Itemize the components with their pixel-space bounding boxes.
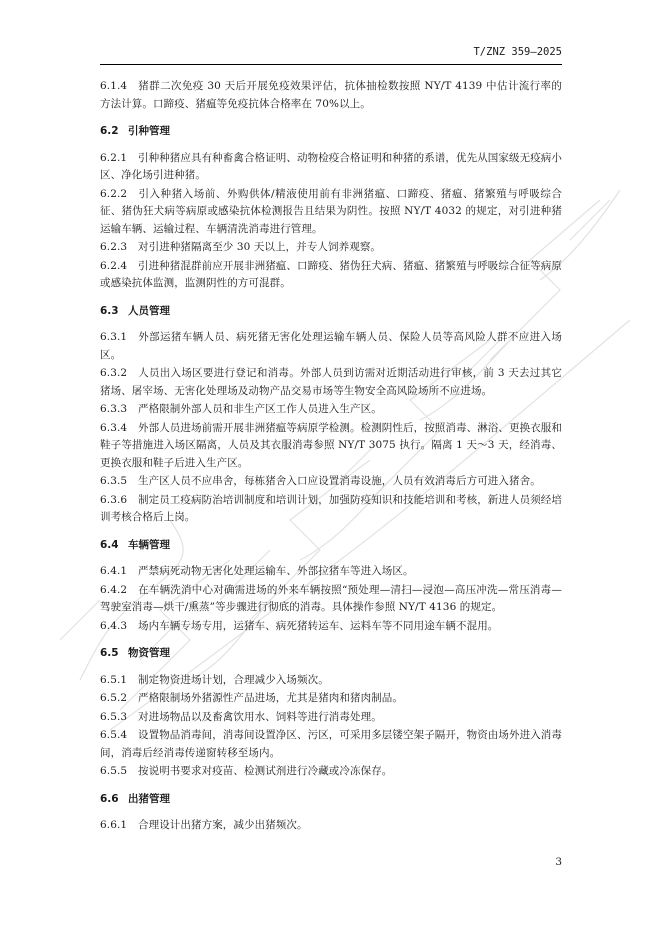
clause-number: 6.1.4 (100, 80, 128, 92)
clause-text: 严格限制外部人员和非生产区工作人员进入生产区。 (138, 403, 382, 415)
clause-number: 6.5.1 (100, 673, 128, 686)
clause-text: 引入种猪入场前、外购供体/精液使用前有非洲猪瘟、口蹄疫、猪瘟、猪繁殖与呼吸综合征、猪伪狂犬病等病原或感染抗体检测报告且结果为阴性。按照 NY/T 4032 的规定，对引进种猪运输车辆、运输过程、车辆清洗消毒进行管理。 (100, 187, 562, 235)
clause-paragraph (100, 239, 562, 257)
clause-number: 6.4.3 (100, 619, 128, 632)
section-heading (100, 123, 562, 141)
section-title: 车辆管理 (128, 538, 170, 551)
clause-number: 6.5.5 (100, 765, 128, 777)
clause-paragraph (100, 709, 562, 727)
clause-text: 按说明书要求对疫苗、检测试剂进行冷藏或冷冻保存。 (138, 765, 393, 777)
clause-number: 6.4.2 (100, 583, 128, 596)
clause-text: 严禁病死动物无害化处理运输车、外部拉猪车等进入场区。 (138, 565, 414, 577)
clause-number: 6.3.5 (100, 475, 128, 487)
section-heading (100, 537, 562, 555)
clause-text: 人员出入场区要进行登记和消毒。外部人员到访需对近期活动进行审核，前 3 天去过其它猪场、屠宰场、无害化处理场及动物产品交易市场等生物安全高风险场所不应进场。 (100, 367, 562, 397)
header-rule (100, 64, 562, 65)
clause-text: 引种种猪应具有种畜禽合格证明、动物检疫合格证明和种猪的系谱，优先从国家级无疫病小区、净化场引进种猪。 (100, 151, 562, 181)
section-heading (100, 791, 562, 809)
clause-number: 6.3.6 (100, 493, 128, 506)
clause-paragraph (100, 492, 562, 527)
section-number: 6.6 (100, 792, 119, 805)
clause-number: 6.3.1 (100, 331, 128, 343)
clause-text: 外部人员进场前需开展非洲猪瘟等病原学检测。检测阴性后，按照消毒、淋浴、更换衣服和鞋子等措施进入场区隔离，人员及其衣服消毒参照 NY/T 3075 执行。隔离 1 天～3 天，经消毒、更换衣服和鞋子后进入生产区。 (100, 421, 562, 469)
clause-number: 6.2.4 (100, 259, 128, 272)
section-number: 6.3 (100, 304, 119, 317)
section-title: 物资管理 (128, 647, 170, 659)
clause-text: 场内车辆专场专用，运猪车、病死猪转运车、运料车等不同用途车辆不混用。 (138, 619, 499, 632)
clause-text: 在车辆洗消中心对确需进场的外来车辆按照“预处理—清扫—浸泡—高压冲洗—常压消毒—驾驶室消毒—烘干/熏蒸”等步骤进行彻底的消毒。具体操作参照 NY/T 4136 的规定。 (100, 583, 562, 613)
clause-number: 6.3.4 (100, 421, 128, 434)
clause-paragraph (100, 473, 562, 491)
clause-number: 6.5.4 (100, 729, 128, 741)
clause-text: 猪群二次免疫 30 天后开展免疫效果评估，抗体抽检数按照 NY/T 4139 中估计流行率的方法计算。口蹄疫、猪瘟等免疫抗体合格率在 70%以上。 (100, 80, 562, 110)
section-title: 人员管理 (128, 304, 170, 317)
clause-text: 设置物品消毒间，消毒间设置净区、污区，可采用多层镂空架子隔开，物资由场外进入消毒间，消毒后经消毒传递窗转移至场内。 (100, 729, 562, 759)
clause-text: 严格限制场外猪源性产品进场，尤其是猪肉和猪肉制品。 (138, 692, 403, 704)
clause-number: 6.6.1 (100, 819, 128, 831)
clause-text: 对引进种猪隔离至少 30 天以上，并专人饲养观察。 (138, 241, 382, 253)
clause-paragraph (100, 672, 562, 690)
clause-text: 合理设计出猪方案，减少出猪频次。 (138, 819, 308, 831)
clause-text: 对进场物品以及畜禽饮用水、饲料等进行消毒处理。 (138, 710, 382, 723)
section-number: 6.4 (100, 538, 119, 551)
clause-number: 6.5.2 (100, 692, 128, 704)
clause-text: 外部运猪车辆人员、病死猪无害化处理运输车辆人员、保险人员等高风险人群不应进入场区。 (100, 331, 562, 361)
clause-paragraph (100, 817, 562, 835)
clause-number: 6.3.2 (100, 367, 128, 379)
clause-text: 制定员工疫病防治培训制度和培训计划，加强防疫知识和技能培训和考核，新进人员须经培训考核合格后上岗。 (100, 493, 562, 523)
section-number: 6.2 (100, 125, 119, 137)
standard-code: T/ZNZ 359—2025 (473, 46, 562, 58)
clause-paragraph (100, 401, 562, 419)
section-heading (100, 303, 562, 321)
section-title: 出猪管理 (128, 792, 170, 805)
clause-text: 生产区人员不应串舍，每栋猪舍入口应设置消毒设施，人员有效消毒后方可进入猪舍。 (138, 475, 541, 487)
document-body (100, 78, 562, 836)
clause-text: 制定物资进场计划，合理减少入场频次。 (138, 673, 329, 686)
clause-text: 引进种猪混群前应开展非洲猪瘟、口蹄疫、猪伪狂犬病、猪瘟、猪繁殖与呼吸综合征等病原或感染抗体监测，监测阴性的方可混群。 (100, 259, 562, 289)
clause-number: 6.3.3 (100, 403, 128, 415)
clause-paragraph (100, 420, 562, 473)
clause-paragraph (100, 186, 562, 239)
clause-paragraph (100, 727, 562, 762)
clause-paragraph (100, 150, 562, 185)
clause-number: 6.2.3 (100, 241, 128, 253)
section-heading (100, 645, 562, 663)
clause-paragraph (100, 329, 562, 364)
clause-number: 6.4.1 (100, 565, 128, 577)
clause-number: 6.2.1 (100, 151, 128, 164)
clause-number: 6.5.3 (100, 710, 128, 723)
clause-paragraph (100, 582, 562, 617)
clause-number: 6.2.2 (100, 187, 128, 200)
clause-paragraph (100, 365, 562, 400)
clause-paragraph (100, 258, 562, 293)
section-number: 6.5 (100, 647, 119, 659)
clause-paragraph (100, 690, 562, 708)
clause-paragraph (100, 78, 562, 113)
section-title: 引种管理 (128, 125, 170, 137)
page-number: 3 (555, 856, 562, 868)
clause-paragraph (100, 563, 562, 581)
clause-paragraph (100, 763, 562, 781)
clause-paragraph (100, 618, 562, 636)
